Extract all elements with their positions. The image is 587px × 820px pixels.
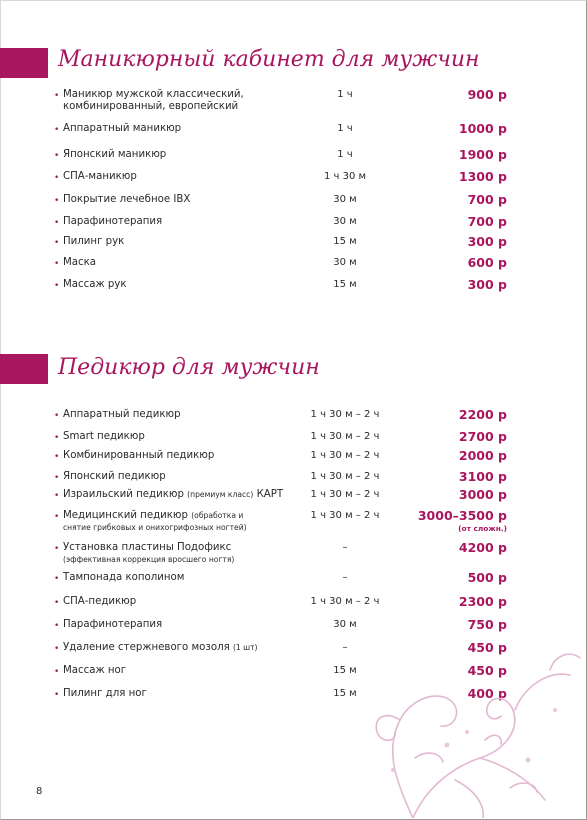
service-name: Пилинг рук <box>63 236 125 247</box>
service-name: Парафинотерапия <box>63 216 163 227</box>
bullet-icon: • <box>54 151 60 161</box>
service-name: СПА-маникюр <box>63 171 137 182</box>
bullet-icon: • <box>54 433 60 443</box>
service-duration: 1 ч 30 м – 2 ч <box>310 431 380 442</box>
service-price: 2200 р <box>458 407 507 422</box>
price-note: (от сложн.) <box>458 524 507 533</box>
price-row <box>0 450 587 468</box>
price-row <box>0 540 587 564</box>
service-duration: 1 ч 30 м – 2 ч <box>310 510 380 521</box>
service-price: 1300 р <box>458 169 507 184</box>
bullet-icon: • <box>54 690 60 700</box>
service-duration: 15 м <box>333 665 357 676</box>
service-duration: 1 ч <box>337 89 353 100</box>
service-name: Маска <box>63 257 97 268</box>
bullet-icon: • <box>54 473 60 483</box>
service-name: Медицинский педикюр (обработка и снятие грибковых и онихогрифозных ногтей) <box>63 510 247 532</box>
service-duration: 1 ч 30 м – 2 ч <box>310 409 380 420</box>
service-duration: 15 м <box>333 279 357 290</box>
bullet-icon: • <box>54 644 60 654</box>
service-duration: – <box>342 542 348 553</box>
service-duration: – <box>342 642 348 653</box>
service-price: 450 р <box>467 640 507 655</box>
service-name: Массаж ног <box>63 665 127 676</box>
service-name: Установка пластины Подофикс (эффективная коррекция вросшего ногтя) <box>63 542 235 564</box>
service-price: 3000–3500 р <box>417 508 507 523</box>
price-row <box>0 572 587 590</box>
service-price: 2000 р <box>458 448 507 463</box>
bullet-icon: • <box>54 512 60 522</box>
service-duration: 1 ч <box>337 123 353 134</box>
service-name: Пилинг для ног <box>63 688 147 699</box>
service-name: Израильский педикюр (премиум класс) КАРТ <box>63 489 284 500</box>
service-name: Японский маникюр <box>63 149 167 160</box>
page-number: 8 <box>36 786 43 797</box>
section-accent-bar <box>0 354 48 384</box>
service-duration: 1 ч 30 м <box>323 171 367 182</box>
service-name: Аппаратный педикюр <box>63 409 181 420</box>
service-name: Тампонада кополином <box>63 572 185 583</box>
service-duration: 30 м <box>333 257 357 268</box>
service-duration: 15 м <box>333 236 357 247</box>
service-name: СПА-педикюр <box>63 596 137 607</box>
service-duration: 15 м <box>333 688 357 699</box>
service-duration: 1 ч <box>337 149 353 160</box>
service-duration: 1 ч 30 м – 2 ч <box>310 450 380 461</box>
section-title-pedicure: Педикюр для мужчин <box>58 355 320 380</box>
bullet-icon: • <box>54 259 60 269</box>
price-row <box>0 123 587 141</box>
bullet-icon: • <box>54 218 60 228</box>
bullet-icon: • <box>54 173 60 183</box>
service-name: Аппаратный маникюр <box>63 123 182 134</box>
bullet-icon: • <box>54 91 60 101</box>
service-price: 3000 р <box>458 487 507 502</box>
price-row <box>0 279 587 297</box>
service-price: 700 р <box>467 214 507 229</box>
bullet-icon: • <box>54 238 60 248</box>
price-row <box>0 409 587 427</box>
service-name: Комбинированный педикюр <box>63 450 215 461</box>
price-row <box>0 257 587 275</box>
bullet-icon: • <box>54 621 60 631</box>
service-price: 4200 р <box>458 540 507 555</box>
service-price: 2700 р <box>458 429 507 444</box>
floral-ornament-icon <box>355 640 585 818</box>
service-name: Удаление стержневого мозоля (1 шт) <box>63 642 258 653</box>
service-price: 450 р <box>467 663 507 678</box>
service-duration: 1 ч 30 м – 2 ч <box>310 596 380 607</box>
service-price: 600 р <box>467 255 507 270</box>
price-row <box>0 508 587 533</box>
service-name: Smart педикюр <box>63 431 145 442</box>
price-row <box>0 431 587 449</box>
bullet-icon: • <box>54 491 60 501</box>
service-price: 500 р <box>467 570 507 585</box>
service-name: Массаж рук <box>63 279 127 290</box>
price-row <box>0 216 587 234</box>
price-row <box>0 194 587 212</box>
service-price: 300 р <box>467 234 507 249</box>
service-name: Японский педикюр <box>63 471 166 482</box>
bullet-icon: • <box>54 544 60 554</box>
service-price: 3100 р <box>458 469 507 484</box>
bullet-icon: • <box>54 196 60 206</box>
service-price: 300 р <box>467 277 507 292</box>
bullet-icon: • <box>54 667 60 677</box>
bullet-icon: • <box>54 452 60 462</box>
price-row <box>0 171 587 189</box>
bullet-icon: • <box>54 598 60 608</box>
price-row <box>0 149 587 167</box>
service-price: 400 р <box>467 686 507 701</box>
bullet-icon: • <box>54 281 60 291</box>
bullet-icon: • <box>54 125 60 135</box>
price-row <box>0 619 587 637</box>
service-price: 700 р <box>467 192 507 207</box>
section-accent-bar <box>0 48 48 78</box>
service-name: Маникюр мужской классический, комбинированный, европейский <box>63 89 244 112</box>
service-price: 1000 р <box>458 121 507 136</box>
price-row <box>0 236 587 254</box>
bullet-icon: • <box>54 411 60 421</box>
service-name: Покрытие лечебное IBX <box>63 194 191 205</box>
service-name: Парафинотерапия <box>63 619 163 630</box>
service-price: 900 р <box>467 87 507 102</box>
service-price: 2300 р <box>458 594 507 609</box>
bullet-icon: • <box>54 574 60 584</box>
service-price: 750 р <box>467 617 507 632</box>
service-duration: 30 м <box>333 619 357 630</box>
service-duration: – <box>342 572 348 583</box>
price-row <box>0 87 587 112</box>
price-row <box>0 489 587 507</box>
service-duration: 30 м <box>333 194 357 205</box>
service-duration: 1 ч 30 м – 2 ч <box>310 471 380 482</box>
section-title-manicure: Маникюрный кабинет для мужчин <box>58 47 480 72</box>
price-row <box>0 596 587 614</box>
service-duration: 30 м <box>333 216 357 227</box>
service-duration: 1 ч 30 м – 2 ч <box>310 489 380 500</box>
service-price: 1900 р <box>458 147 507 162</box>
